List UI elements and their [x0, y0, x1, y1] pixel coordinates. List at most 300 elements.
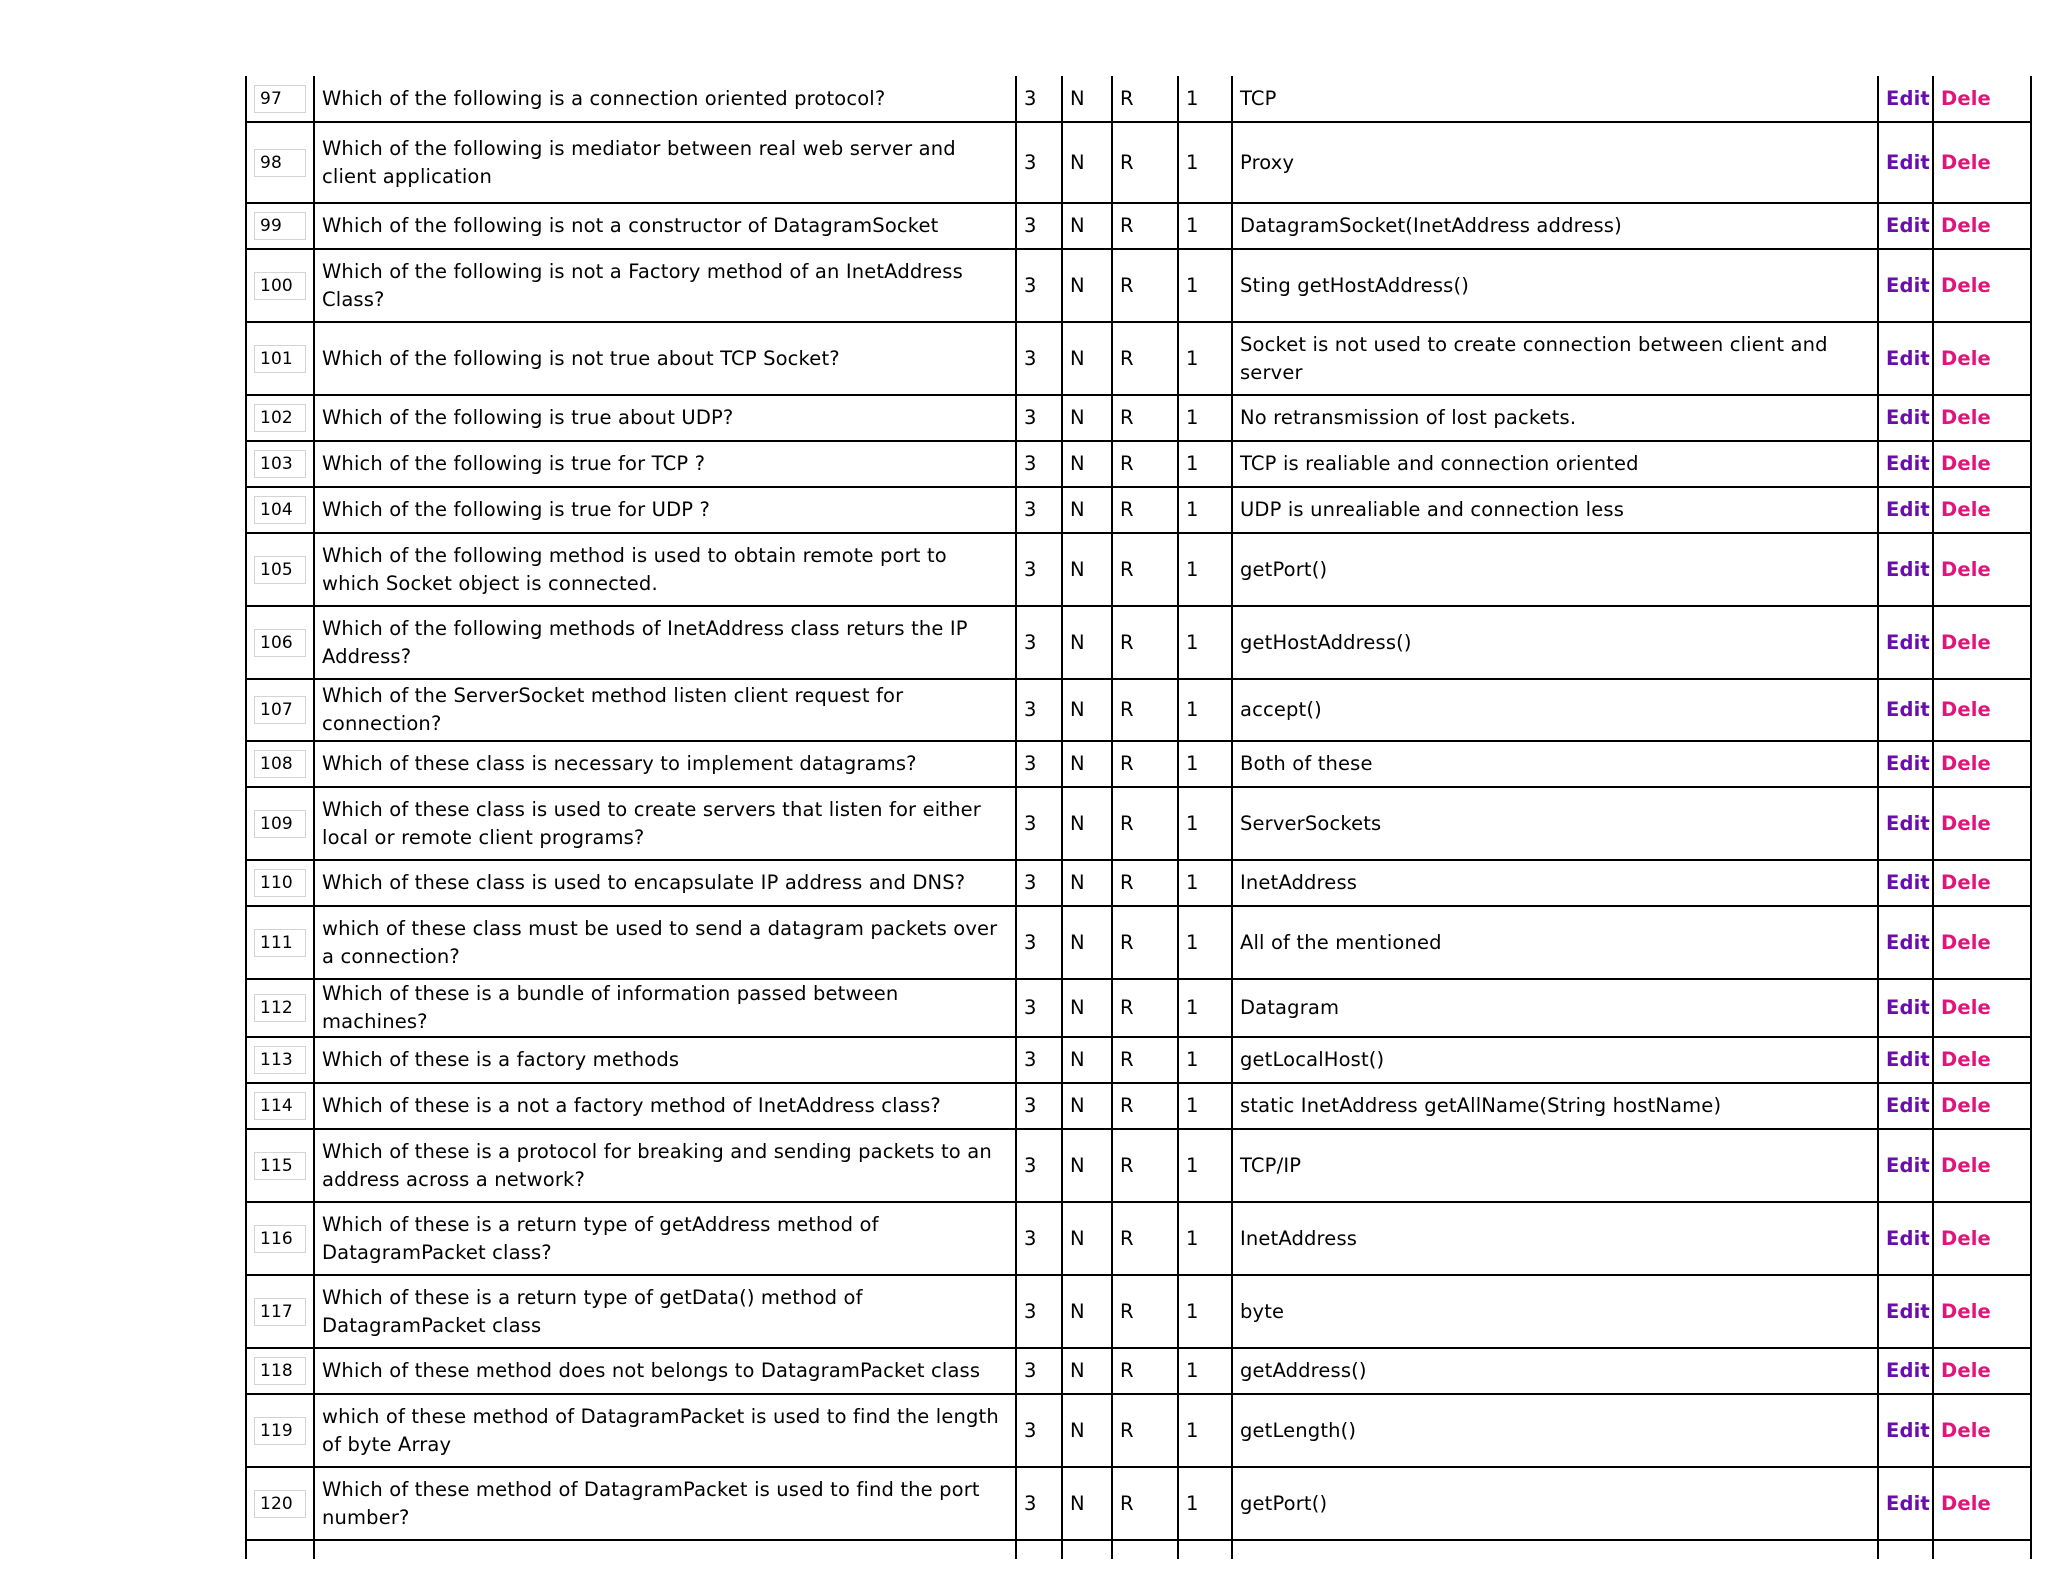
table-row [246, 122, 2031, 203]
marks-cell: 3 [1016, 606, 1062, 679]
question-text: Which of these is a return type of getData() method of DatagramPacket class [314, 1275, 1016, 1348]
question-text: Which of the following is true about UDP? [314, 395, 1016, 441]
edit-cell [1878, 1037, 1933, 1083]
question-text: Which of these is a factory methods [314, 1037, 1016, 1083]
edit-link[interactable]: Edit [1886, 1299, 1930, 1323]
table-row [246, 203, 2031, 249]
question-id: 104 [254, 496, 306, 524]
type-cell: R [1112, 122, 1178, 203]
answer-text: Sting getHostAddress() [1232, 249, 1878, 322]
question-text: Which of the following methods of InetAddress class returs the IP Address? [314, 606, 1016, 679]
id-cell [246, 249, 314, 322]
delete-link[interactable]: Dele [1941, 498, 1991, 521]
option-count-cell: 1 [1178, 906, 1232, 979]
edit-link[interactable]: Edit [1886, 1153, 1930, 1177]
questions-table-body [246, 76, 2031, 1559]
answer-text: getPort() [1232, 533, 1878, 606]
delete-cell [1933, 1394, 2031, 1467]
delete-cell [1933, 487, 2031, 533]
edit-cell [1878, 606, 1933, 679]
edit-link[interactable]: Edit [1886, 1048, 1930, 1071]
flag-cell: N [1062, 906, 1112, 979]
option-count-cell: 1 [1178, 1083, 1232, 1129]
id-cell [246, 906, 314, 979]
edit-cell [1878, 395, 1933, 441]
empty-cell [1016, 1540, 1062, 1559]
edit-link[interactable]: Edit [1886, 498, 1930, 521]
question-id: 102 [254, 404, 306, 432]
delete-cell [1933, 122, 2031, 203]
edit-link[interactable]: Edit [1886, 996, 1930, 1019]
delete-cell [1933, 679, 2031, 741]
option-count-cell: 1 [1178, 487, 1232, 533]
answer-text: TCP is realiable and connection oriented [1232, 441, 1878, 487]
option-count-cell: 1 [1178, 741, 1232, 787]
question-text: which of these method of DatagramPacket is used to find the length of byte Array [314, 1394, 1016, 1467]
empty-cell [1112, 1540, 1178, 1559]
type-cell: R [1112, 787, 1178, 860]
answer-text: ServerSockets [1232, 787, 1878, 860]
edit-cell [1878, 203, 1933, 249]
marks-cell: 3 [1016, 322, 1062, 395]
table-row [246, 787, 2031, 860]
edit-link[interactable]: Edit [1886, 452, 1930, 475]
delete-link[interactable]: Dele [1941, 930, 1991, 954]
question-id: 105 [254, 556, 306, 584]
question-text: Which of these method of DatagramPacket is used to find the port number? [314, 1467, 1016, 1540]
delete-cell [1933, 979, 2031, 1037]
flag-cell: N [1062, 787, 1112, 860]
edit-cell [1878, 679, 1933, 741]
question-id: 110 [254, 869, 306, 897]
edit-link[interactable]: Edit [1886, 930, 1930, 954]
type-cell: R [1112, 679, 1178, 741]
delete-link[interactable]: Dele [1941, 1226, 1991, 1250]
edit-cell [1878, 979, 1933, 1037]
delete-cell [1933, 203, 2031, 249]
type-cell: R [1112, 487, 1178, 533]
type-cell: R [1112, 1467, 1178, 1540]
id-cell [246, 441, 314, 487]
delete-link[interactable]: Dele [1941, 811, 1991, 835]
answer-text: getLength() [1232, 1394, 1878, 1467]
delete-link[interactable]: Dele [1941, 1418, 1991, 1442]
delete-cell [1933, 76, 2031, 122]
question-id: 98 [254, 149, 306, 177]
option-count-cell: 1 [1178, 860, 1232, 906]
option-count-cell: 1 [1178, 1275, 1232, 1348]
question-text: Which of these is a protocol for breaking and sending packets to an address across a network? [314, 1129, 1016, 1202]
delete-cell [1933, 1202, 2031, 1275]
flag-cell: N [1062, 606, 1112, 679]
id-cell [246, 1467, 314, 1540]
delete-link[interactable]: Dele [1941, 1048, 1991, 1071]
answer-text: Proxy [1232, 122, 1878, 203]
table-row [246, 1083, 2031, 1129]
edit-cell [1878, 487, 1933, 533]
answer-text: All of the mentioned [1232, 906, 1878, 979]
question-id: 101 [254, 345, 306, 373]
edit-link[interactable]: Edit [1886, 346, 1930, 370]
flag-cell: N [1062, 76, 1112, 122]
option-count-cell: 1 [1178, 1202, 1232, 1275]
marks-cell: 3 [1016, 906, 1062, 979]
edit-link[interactable]: Edit [1886, 1418, 1930, 1442]
answer-text: byte [1232, 1275, 1878, 1348]
question-id: 108 [254, 750, 306, 778]
flag-cell: N [1062, 1083, 1112, 1129]
option-count-cell: 1 [1178, 787, 1232, 860]
type-cell: R [1112, 533, 1178, 606]
option-count-cell: 1 [1178, 533, 1232, 606]
question-text: Which of the following is true for UDP ? [314, 487, 1016, 533]
type-cell: R [1112, 906, 1178, 979]
type-cell: R [1112, 1129, 1178, 1202]
edit-cell [1878, 1467, 1933, 1540]
marks-cell: 3 [1016, 441, 1062, 487]
flag-cell: N [1062, 1275, 1112, 1348]
delete-cell [1933, 249, 2031, 322]
delete-link[interactable]: Dele [1941, 1153, 1991, 1177]
edit-cell [1878, 1202, 1933, 1275]
edit-cell [1878, 860, 1933, 906]
delete-cell [1933, 1083, 2031, 1129]
question-text: Which of the following is a connection oriented protocol? [314, 76, 1016, 122]
id-cell [246, 487, 314, 533]
table-row [246, 979, 2031, 1037]
table-row [246, 860, 2031, 906]
empty-cell [1232, 1540, 1878, 1559]
marks-cell: 3 [1016, 787, 1062, 860]
option-count-cell: 1 [1178, 322, 1232, 395]
id-cell [246, 322, 314, 395]
question-id: 118 [254, 1357, 306, 1385]
question-id: 120 [254, 1490, 306, 1518]
question-text: Which of these is a return type of getAddress method of DatagramPacket class? [314, 1202, 1016, 1275]
table-row [246, 1467, 2031, 1540]
edit-cell [1878, 122, 1933, 203]
marks-cell: 3 [1016, 679, 1062, 741]
question-text: Which of the following is not a Factory method of an InetAddress Class? [314, 249, 1016, 322]
delete-cell [1933, 441, 2031, 487]
edit-link[interactable]: Edit [1886, 86, 1930, 110]
table-row [246, 679, 2031, 741]
question-text: Which of the following is not a constructor of DatagramSocket [314, 203, 1016, 249]
flag-cell: N [1062, 441, 1112, 487]
id-cell [246, 1083, 314, 1129]
delete-cell [1933, 533, 2031, 606]
question-id: 119 [254, 1417, 306, 1445]
delete-link[interactable]: Dele [1941, 752, 1991, 775]
flag-cell: N [1062, 122, 1112, 203]
id-cell [246, 741, 314, 787]
delete-link[interactable]: Dele [1941, 871, 1991, 894]
id-cell [246, 1348, 314, 1394]
question-text: Which of these class is used to encapsulate IP address and DNS? [314, 860, 1016, 906]
type-cell: R [1112, 203, 1178, 249]
table-row-partial [246, 1540, 2031, 1559]
marks-cell: 3 [1016, 1202, 1062, 1275]
type-cell: R [1112, 395, 1178, 441]
answer-text: Datagram [1232, 979, 1878, 1037]
option-count-cell: 1 [1178, 1348, 1232, 1394]
id-cell [246, 533, 314, 606]
id-cell [246, 860, 314, 906]
delete-link[interactable]: Dele [1941, 406, 1991, 429]
empty-cell [314, 1540, 1016, 1559]
table-row [246, 441, 2031, 487]
delete-link[interactable]: Dele [1941, 150, 1991, 174]
flag-cell: N [1062, 249, 1112, 322]
answer-text: Socket is not used to create connection between client and server [1232, 322, 1878, 395]
flag-cell: N [1062, 679, 1112, 741]
id-cell [246, 787, 314, 860]
flag-cell: N [1062, 203, 1112, 249]
delete-link[interactable]: Dele [1941, 557, 1991, 581]
option-count-cell: 1 [1178, 395, 1232, 441]
type-cell: R [1112, 741, 1178, 787]
question-id: 113 [254, 1046, 306, 1074]
flag-cell: N [1062, 860, 1112, 906]
delete-cell [1933, 1348, 2031, 1394]
flag-cell: N [1062, 1394, 1112, 1467]
question-id: 117 [254, 1298, 306, 1326]
flag-cell: N [1062, 487, 1112, 533]
type-cell: R [1112, 979, 1178, 1037]
empty-cell [1878, 1540, 1933, 1559]
delete-link[interactable]: Dele [1941, 1094, 1991, 1117]
id-cell [246, 1202, 314, 1275]
option-count-cell: 1 [1178, 606, 1232, 679]
delete-link[interactable]: Dele [1941, 86, 1991, 110]
edit-cell [1878, 1394, 1933, 1467]
edit-link[interactable]: Edit [1886, 273, 1930, 297]
answer-text: TCP/IP [1232, 1129, 1878, 1202]
flag-cell: N [1062, 395, 1112, 441]
type-cell: R [1112, 606, 1178, 679]
id-cell [246, 1275, 314, 1348]
id-cell [246, 606, 314, 679]
question-id: 103 [254, 450, 306, 478]
option-count-cell: 1 [1178, 1394, 1232, 1467]
marks-cell: 3 [1016, 1083, 1062, 1129]
question-id: 112 [254, 994, 306, 1022]
edit-link[interactable]: Edit [1886, 811, 1930, 835]
type-cell: R [1112, 1037, 1178, 1083]
table-row [246, 249, 2031, 322]
question-id: 97 [254, 85, 306, 113]
empty-cell [1062, 1540, 1112, 1559]
question-id: 111 [254, 929, 306, 957]
question-text: Which of the following is mediator between real web server and client application [314, 122, 1016, 203]
delete-link[interactable]: Dele [1941, 273, 1991, 297]
edit-cell [1878, 1083, 1933, 1129]
questions-table [245, 76, 2032, 1559]
edit-cell [1878, 1348, 1933, 1394]
answer-text: UDP is unrealiable and connection less [1232, 487, 1878, 533]
edit-link[interactable]: Edit [1886, 752, 1930, 775]
id-cell [246, 122, 314, 203]
id-cell [246, 679, 314, 741]
answer-text: Both of these [1232, 741, 1878, 787]
marks-cell: 3 [1016, 122, 1062, 203]
edit-link[interactable]: Edit [1886, 630, 1930, 654]
table-row [246, 533, 2031, 606]
delete-link[interactable]: Dele [1941, 1359, 1991, 1382]
question-text: Which of these class is necessary to implement datagrams? [314, 741, 1016, 787]
type-cell: R [1112, 1394, 1178, 1467]
answer-text: static InetAddress getAllName(String hostName) [1232, 1083, 1878, 1129]
table-row [246, 487, 2031, 533]
question-id: 100 [254, 272, 306, 300]
edit-cell [1878, 441, 1933, 487]
option-count-cell: 1 [1178, 441, 1232, 487]
id-cell [246, 979, 314, 1037]
delete-link[interactable]: Dele [1941, 996, 1991, 1019]
answer-text: getAddress() [1232, 1348, 1878, 1394]
marks-cell: 3 [1016, 203, 1062, 249]
marks-cell: 3 [1016, 979, 1062, 1037]
table-row [246, 76, 2031, 122]
table-row [246, 1202, 2031, 1275]
delete-link[interactable]: Dele [1941, 630, 1991, 654]
type-cell: R [1112, 1083, 1178, 1129]
flag-cell: N [1062, 979, 1112, 1037]
table-row [246, 1348, 2031, 1394]
type-cell: R [1112, 249, 1178, 322]
id-cell [246, 1394, 314, 1467]
type-cell: R [1112, 1348, 1178, 1394]
empty-cell [1178, 1540, 1232, 1559]
question-text: which of these class must be used to send a datagram packets over a connection? [314, 906, 1016, 979]
table-row [246, 395, 2031, 441]
question-text: Which of these is a not a factory method of InetAddress class? [314, 1083, 1016, 1129]
question-text: Which of the following method is used to obtain remote port to which Socket object is connected. [314, 533, 1016, 606]
edit-link[interactable]: Edit [1886, 150, 1930, 174]
table-row [246, 1037, 2031, 1083]
edit-cell [1878, 787, 1933, 860]
edit-link[interactable]: Edit [1886, 1094, 1930, 1117]
delete-link[interactable]: Dele [1941, 214, 1991, 237]
marks-cell: 3 [1016, 1467, 1062, 1540]
id-cell [246, 1037, 314, 1083]
flag-cell: N [1062, 1037, 1112, 1083]
marks-cell: 3 [1016, 249, 1062, 322]
question-id: 116 [254, 1225, 306, 1253]
delete-link[interactable]: Dele [1941, 346, 1991, 370]
flag-cell: N [1062, 1129, 1112, 1202]
type-cell: R [1112, 1275, 1178, 1348]
edit-cell [1878, 741, 1933, 787]
marks-cell: 3 [1016, 1037, 1062, 1083]
delete-link[interactable]: Dele [1941, 698, 1991, 721]
questions-table-viewport[interactable] [245, 76, 1991, 1529]
marks-cell: 3 [1016, 533, 1062, 606]
id-cell [246, 395, 314, 441]
edit-link[interactable]: Edit [1886, 1359, 1930, 1382]
edit-link[interactable]: Edit [1886, 557, 1930, 581]
marks-cell: 3 [1016, 860, 1062, 906]
delete-link[interactable]: Dele [1941, 1299, 1991, 1323]
delete-cell [1933, 741, 2031, 787]
marks-cell: 3 [1016, 1129, 1062, 1202]
table-row [246, 1394, 2031, 1467]
delete-cell [1933, 1467, 2031, 1540]
question-id: 99 [254, 212, 306, 240]
answer-text: getLocalHost() [1232, 1037, 1878, 1083]
edit-cell [1878, 322, 1933, 395]
option-count-cell: 1 [1178, 76, 1232, 122]
option-count-cell: 1 [1178, 979, 1232, 1037]
empty-cell [246, 1540, 314, 1559]
edit-link[interactable]: Edit [1886, 214, 1930, 237]
edit-link[interactable]: Edit [1886, 1226, 1930, 1250]
type-cell: R [1112, 441, 1178, 487]
table-row [246, 741, 2031, 787]
flag-cell: N [1062, 322, 1112, 395]
option-count-cell: 1 [1178, 679, 1232, 741]
marks-cell: 3 [1016, 741, 1062, 787]
flag-cell: N [1062, 533, 1112, 606]
question-id: 114 [254, 1092, 306, 1120]
type-cell: R [1112, 322, 1178, 395]
answer-text: InetAddress [1232, 860, 1878, 906]
edit-cell [1878, 1275, 1933, 1348]
option-count-cell: 1 [1178, 203, 1232, 249]
table-row [246, 1275, 2031, 1348]
edit-link[interactable]: Edit [1886, 871, 1930, 894]
delete-cell [1933, 906, 2031, 979]
marks-cell: 3 [1016, 1394, 1062, 1467]
question-text: Which of the following is not true about TCP Socket? [314, 322, 1016, 395]
answer-text: InetAddress [1232, 1202, 1878, 1275]
edit-cell [1878, 76, 1933, 122]
table-row [246, 322, 2031, 395]
option-count-cell: 1 [1178, 1129, 1232, 1202]
delete-cell [1933, 1275, 2031, 1348]
question-id: 109 [254, 810, 306, 838]
marks-cell: 3 [1016, 487, 1062, 533]
edit-link[interactable]: Edit [1886, 698, 1930, 721]
delete-cell [1933, 1129, 2031, 1202]
type-cell: R [1112, 76, 1178, 122]
flag-cell: N [1062, 1202, 1112, 1275]
question-text: Which of these class is used to create servers that listen for either local or remote client programs? [314, 787, 1016, 860]
empty-cell [1933, 1540, 2031, 1559]
delete-cell [1933, 1037, 2031, 1083]
option-count-cell: 1 [1178, 249, 1232, 322]
type-cell: R [1112, 860, 1178, 906]
flag-cell: N [1062, 741, 1112, 787]
table-row [246, 1129, 2031, 1202]
edit-link[interactable]: Edit [1886, 406, 1930, 429]
delete-cell [1933, 860, 2031, 906]
marks-cell: 3 [1016, 76, 1062, 122]
table-row [246, 606, 2031, 679]
id-cell [246, 203, 314, 249]
delete-cell [1933, 395, 2031, 441]
answer-text: No retransmission of lost packets. [1232, 395, 1878, 441]
edit-cell [1878, 1129, 1933, 1202]
question-text: Which of the following is true for TCP ? [314, 441, 1016, 487]
flag-cell: N [1062, 1348, 1112, 1394]
question-id: 115 [254, 1152, 306, 1180]
delete-link[interactable]: Dele [1941, 452, 1991, 475]
answer-text: getPort() [1232, 1467, 1878, 1540]
edit-link[interactable]: Edit [1886, 1491, 1930, 1515]
delete-cell [1933, 322, 2031, 395]
delete-link[interactable]: Dele [1941, 1491, 1991, 1515]
